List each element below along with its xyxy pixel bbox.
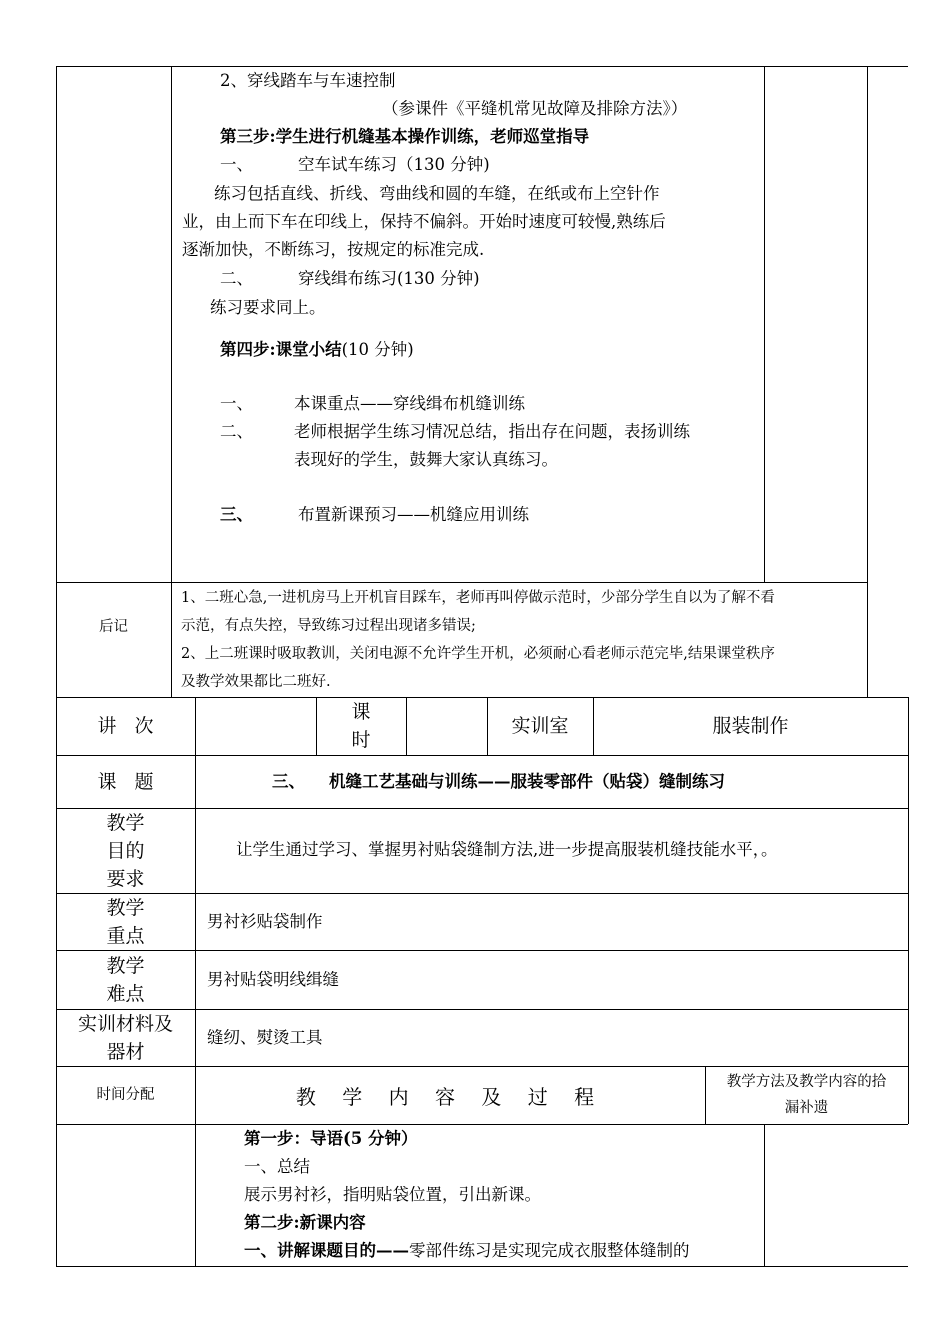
list-text: 表现好的学生，鼓舞大家认真练习。	[294, 450, 558, 469]
keti-value: 机缝工艺基础与训练——服装零部件（贴袋）缝制练习	[329, 772, 725, 791]
list-text: 空车试车练习（130 分钟)	[298, 155, 490, 174]
neirong-label: 教 学 内 容 及 过 程	[295, 1084, 605, 1109]
nandian-label-line: 教学	[106, 954, 145, 977]
content-line	[244, 1237, 690, 1265]
keshi-label-line: 时	[351, 729, 371, 751]
step-heading: 第二步:新课内容	[244, 1213, 366, 1232]
content-col-divider	[764, 1124, 765, 1266]
lower-border-h	[56, 1124, 908, 1125]
fangfa-label-line: 教学方法及教学内容的拾	[726, 1074, 887, 1090]
list-number: 二、	[220, 269, 253, 288]
list-number: 一、	[220, 394, 253, 413]
upper-table-top-border	[56, 66, 908, 67]
content-line: 2、穿线踏车与车速控制	[220, 71, 396, 90]
shixunshi-value: 服装制作	[712, 715, 789, 737]
content-bold: 一、讲解课题目的——	[244, 1241, 409, 1260]
fangfa-label	[705, 1066, 908, 1124]
upper-col-divider-2	[764, 66, 765, 582]
shixunshi-label: 实训室	[511, 715, 569, 737]
content-line: （参课件《平缝机常见故障及排除方法》）	[382, 99, 688, 118]
keti-number: 三、	[272, 772, 305, 791]
keshi-label	[316, 697, 406, 755]
jiangci-label: 讲 次	[97, 715, 154, 737]
step-heading	[220, 336, 414, 364]
houji-line: 示范，有点失控，导致练习过程出现诸多错误;	[181, 618, 476, 634]
list-text: 老师根据学生练习情况总结，指出存在问题，表扬训练	[294, 422, 690, 441]
content-line: 展示男衬衫，指明贴袋位置，引出新课。	[244, 1185, 541, 1204]
step-heading-duration: (10 分钟)	[341, 340, 414, 359]
nandian-label	[56, 950, 195, 1009]
nandian-label-line: 难点	[106, 982, 145, 1005]
paragraph-line: 逐渐加快，不断练习，按规定的标准完成.	[182, 240, 485, 259]
list-number: 二、	[220, 422, 253, 441]
houji-label: 后记	[99, 619, 128, 635]
content-rest: 零部件练习是实现完成衣服整体缝制的	[409, 1241, 690, 1260]
keshi-label-line: 课	[351, 701, 371, 723]
list-text: 本课重点——穿线缉布机缝训练	[294, 394, 525, 413]
keti-label: 课 题	[97, 770, 154, 793]
cailiao-label	[56, 1009, 195, 1066]
lower-label-divider	[195, 697, 196, 1266]
fangfa-label-line: 漏补遗	[784, 1100, 829, 1116]
zhongdian-label-line: 重点	[106, 924, 145, 947]
zhongdian-label	[56, 893, 195, 950]
cailiao-value: 缝纫、熨烫工具	[207, 1028, 323, 1047]
nandian-value: 男衬贴袋明线缉缝	[207, 970, 339, 989]
houji-line: 及教学效果都比二班好.	[181, 674, 331, 690]
cailiao-label-line: 实训材料及	[77, 1012, 173, 1035]
upper-col-divider-3	[867, 66, 868, 697]
paragraph-line: 业，由上而下车在印线上，保持不偏斜。开始时速度可较慢,熟练后	[182, 212, 666, 231]
row1-divider	[406, 697, 407, 755]
step-heading: 第一步：导语(5 分钟）	[244, 1129, 418, 1148]
houji-line: 1、二班心急,一进机房马上开机盲目踩车，老师再叫停做示范时，少部分学生自以为了解不看	[181, 590, 775, 606]
lower-border-h	[56, 1266, 908, 1267]
zhongdian-value: 男衬衫贴袋制作	[207, 912, 323, 931]
step-heading-bold: 第四步:课堂小结	[220, 340, 342, 359]
content-line: 一、总结	[244, 1157, 310, 1176]
list-number: 一、	[220, 155, 253, 174]
lower-right-border	[908, 697, 909, 1124]
mudi-label	[56, 808, 195, 893]
shijian-label: 时间分配	[96, 1087, 155, 1103]
content-line: 练习要求同上。	[210, 298, 326, 317]
list-number: 三、	[220, 505, 253, 524]
paragraph-line: 练习包括直线、折线、弯曲线和圆的车缝，在纸或布上空针作	[214, 184, 660, 203]
upper-row-divider	[56, 582, 868, 583]
cailiao-label-line: 器材	[106, 1040, 145, 1063]
mudi-label-line: 教学	[106, 811, 145, 834]
list-text: 布置新课预习——机缝应用训练	[298, 505, 529, 524]
mudi-label-line: 要求	[106, 867, 145, 890]
mudi-label-line: 目的	[106, 839, 145, 862]
list-text: 穿线缉布练习(130 分钟)	[298, 269, 480, 288]
mudi-value: 让学生通过学习、掌握男衬贴袋缝制方法,进一步提高服装机缝技能水平，。	[236, 840, 778, 859]
houji-line: 2、上二班课时吸取教训，关闭电源不允许学生开机，必须耐心看老师示范完毕,结果课堂秩序	[181, 646, 775, 662]
zhongdian-label-line: 教学	[106, 896, 145, 919]
step-heading: 第三步:学生进行机缝基本操作训练，老师巡堂指导	[220, 127, 590, 146]
upper-col-divider-1	[171, 66, 172, 697]
